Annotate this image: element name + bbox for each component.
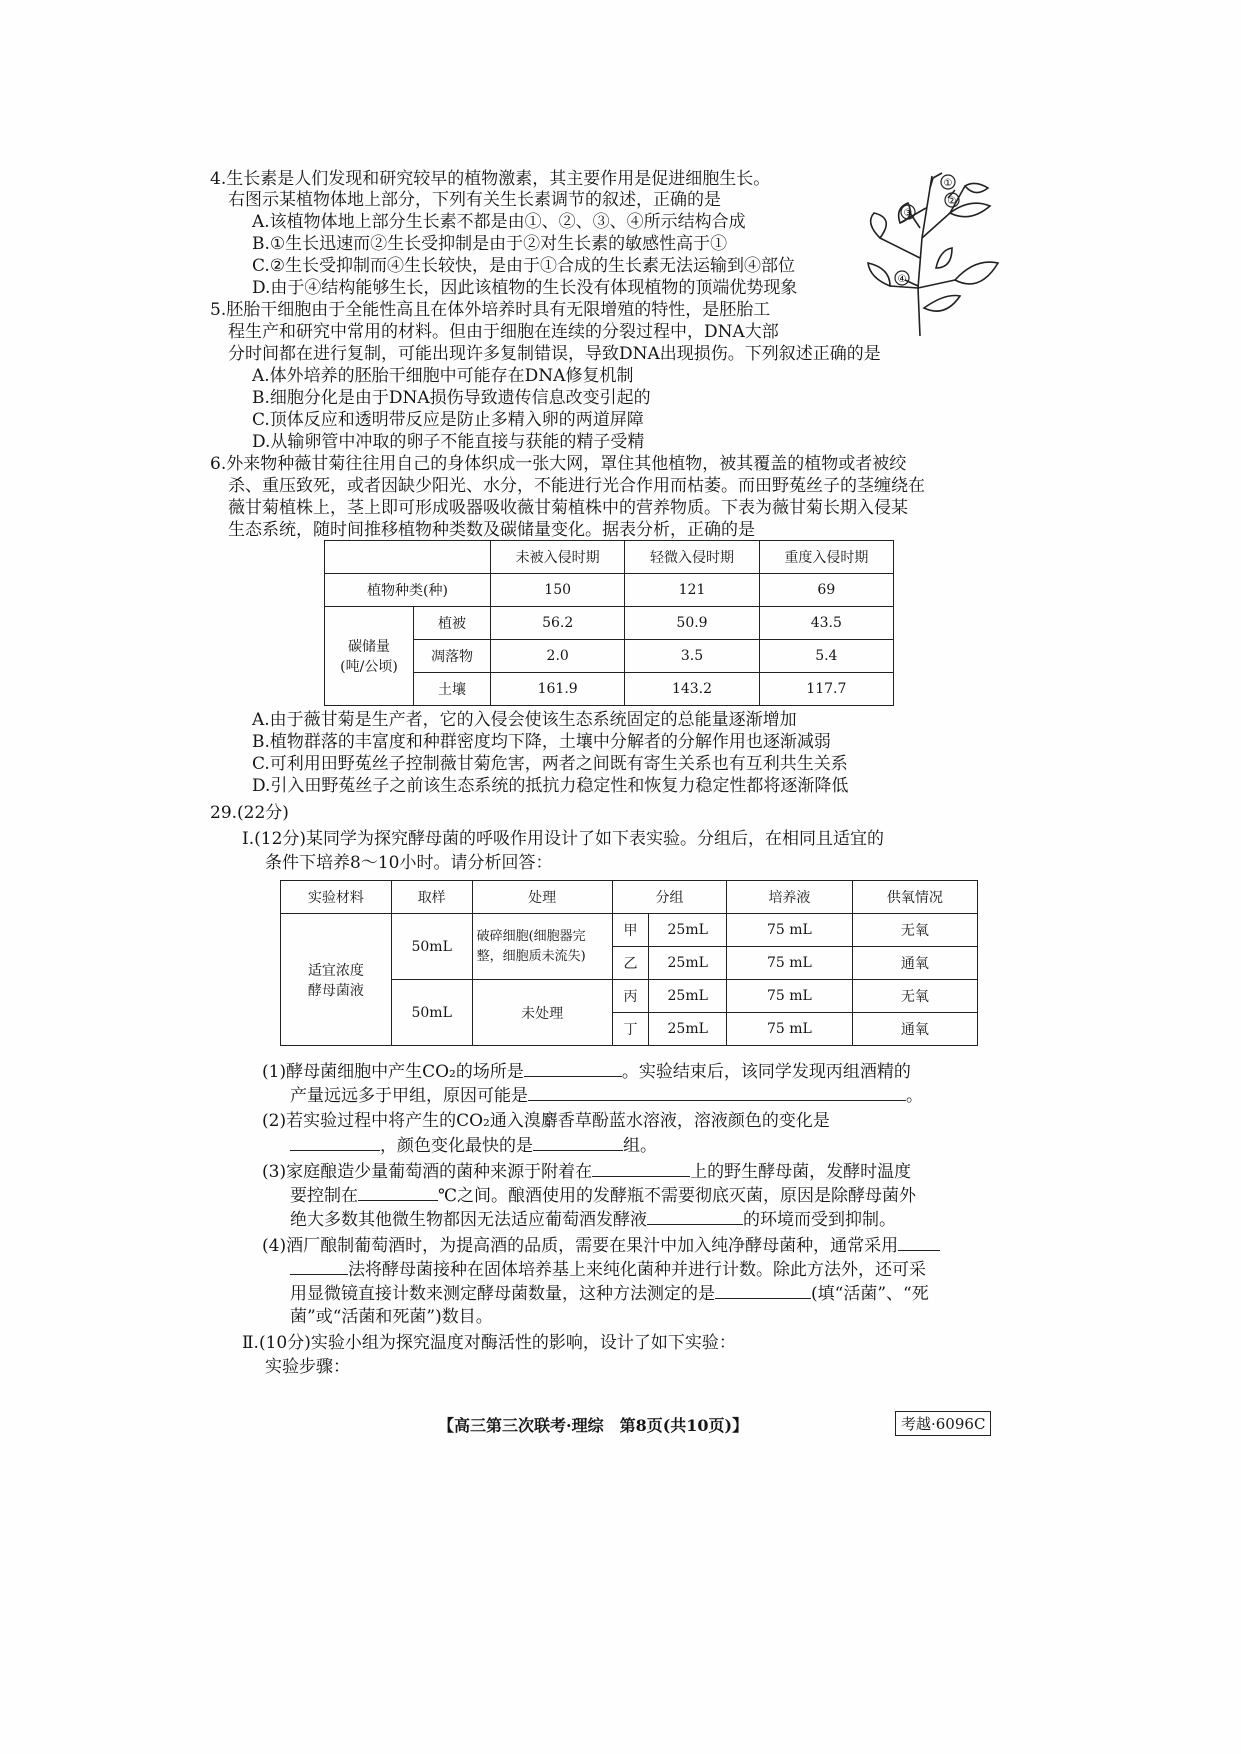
row-header: 凋落物 (414, 640, 491, 673)
group-name: 甲 (612, 914, 649, 947)
label-1: ① (943, 178, 953, 189)
group-name: 丁 (612, 1013, 649, 1046)
q6-option-d[interactable]: D.引入田野菟丝子之前该生态系统的抵抗力稳定性和恢复力稳定性都将逐渐降低 (252, 776, 849, 796)
q5-option-c[interactable]: C.顶体反应和透明带反应是防止多精入卵的两道屏障 (252, 410, 644, 430)
q5-option-d[interactable]: D.从输卵管中冲取的卵子不能直接与获能的精子受精 (252, 432, 645, 452)
sample-cell: 50mL (391, 914, 472, 980)
q4-option-c[interactable]: C.②生长受抑制而④生长较快，是由于①合成的生长素无法运输到④部位 (252, 256, 796, 276)
q29-2-line-2: ，颜色变化最快的是 组。 (290, 1134, 657, 1157)
row-header: 植被 (414, 607, 491, 640)
col-header: 分组 (612, 881, 726, 914)
q29-3-line-2: 要控制在 ℃之间。酿酒使用的发酵瓶不需要彻底灭菌，原因是除酵母菌外 (290, 1186, 917, 1206)
row-header: 植物种类(种) (325, 574, 491, 607)
table-cell: 25mL (649, 947, 727, 980)
table-cell: 25mL (649, 1013, 727, 1046)
q5-stem-3: 分时间都在进行复制，可能出现许多复制错误，导致DNA出现损伤。下列叙述正确的是 (228, 344, 881, 364)
table-cell: 56.2 (491, 607, 625, 640)
answer-blank[interactable] (592, 1160, 690, 1177)
col-header: 实验材料 (281, 881, 392, 914)
q5-option-b[interactable]: B.细胞分化是由于DNA损伤导致遗传信息改变引起的 (252, 388, 651, 408)
q29-2-line-1: (2)若实验过程中将产生的CO₂通入溴麝香草酚蓝水溶液，溶液颜色的变化是 (262, 1111, 830, 1131)
table-cell: 121 (625, 574, 759, 607)
row-header: 土壤 (414, 673, 491, 706)
group-name: 乙 (612, 947, 649, 980)
table-cell: 69 (759, 574, 893, 607)
q6-option-b[interactable]: B.植物群落的丰富度和种群密度均下降，土壤中分解者的分解作用也逐渐减弱 (252, 732, 831, 752)
answer-blank[interactable] (290, 1134, 380, 1151)
q6-option-a[interactable]: A.由于薇甘菊是生产者，它的入侵会使该生态系统固定的总能量逐渐增加 (252, 710, 797, 730)
table-cell: 3.5 (625, 640, 759, 673)
q6-stem-2: 杀、重压致死，或者因缺少阳光、水分，不能进行光合作用而枯萎。而田野菟丝子的茎缠绕在 (228, 476, 925, 496)
q29-1-line-1: (1)酵母菌细胞中产生CO₂的场所是 。实验结束后，该同学发现丙组酒精的 (262, 1062, 911, 1082)
q29-4-line-1: (4)酒厂酿制葡萄酒时，为提高酒的品质，需要在果汁中加入纯净酵母菌种，通常采用 (262, 1234, 940, 1257)
col-header: 供氧情况 (852, 881, 977, 914)
table-cell: 161.9 (491, 673, 625, 706)
q4-stem-1: 4.生长素是人们发现和研究较早的植物激素，其主要作用是促进细胞生长。 (210, 169, 771, 189)
q29-part1-stem-2: 条件下培养8～10小时。请分析回答： (265, 853, 553, 873)
table-cell: 25mL (649, 914, 727, 947)
q6-stem-3: 薇甘菊植株上，茎上即可形成吸器吸收薇甘菊植株中的营养物质。下表为薇甘菊长期入侵某 (228, 498, 908, 518)
table-cell: 无氧 (852, 914, 977, 947)
q4-option-d[interactable]: D.由于④结构能够生长，因此该植物的生长没有体现植物的顶端优势现象 (252, 278, 798, 298)
answer-blank[interactable] (533, 1134, 623, 1151)
answer-blank[interactable] (524, 1060, 622, 1077)
col-header: 轻微入侵时期 (625, 541, 759, 574)
answer-blank[interactable] (290, 1258, 348, 1275)
q5-stem-1: 5.胚胎干细胞由于全能性高且在体外培养时具有无限增殖的特性，是胚胎工 (210, 300, 771, 320)
invasion-table (324, 540, 894, 706)
answer-blank[interactable] (715, 1282, 811, 1299)
plant-figure (860, 168, 1000, 338)
table-cell: 5.4 (759, 640, 893, 673)
sample-cell: 50mL (391, 980, 472, 1046)
exam-code: 考越·6096C (895, 1411, 991, 1436)
table-cell: 无氧 (852, 980, 977, 1013)
label-3: ③ (903, 208, 913, 219)
table-cell: 75 mL (727, 947, 853, 980)
col-header: 取样 (391, 881, 472, 914)
q5-option-a[interactable]: A.体外培养的胚胎干细胞中可能存在DNA修复机制 (252, 366, 634, 386)
table-cell: 通氧 (852, 947, 977, 980)
q6-stem-4: 生态系统，随时间推移植物种类数及碳储量变化。据表分析，正确的是 (228, 520, 755, 540)
table-cell: 25mL (649, 980, 727, 1013)
q5-stem-2: 程生产和研究中常用的材料。但由于细胞在连续的分裂过程中，DNA大部 (228, 322, 779, 342)
q29-3-line-1: (3)家庭酿造少量葡萄酒的菌种来源于附着在 上的野生酵母菌，发酵时温度 (262, 1162, 912, 1182)
q4-option-a[interactable]: A.该植物体地上部分生长素不都是由①、②、③、④所示结构合成 (252, 212, 746, 232)
q29-4-line-3: 用显微镜直接计数来测定酵母菌数量，这种方法测定的是 (填“活菌”、“死 (290, 1284, 929, 1304)
q4-option-b[interactable]: B.①生长迅速而②生长受抑制是由于②对生长素的敏感性高于① (252, 234, 728, 254)
answer-blank[interactable] (358, 1184, 438, 1201)
q6-stem-1: 6.外来物种薇甘菊往往用自己的身体织成一张大网，罩住其他植物，被其覆盖的植物或者被绞 (210, 454, 907, 474)
q4-stem-2: 右图示某植物体地上部分，下列有关生长素调节的叙述，正确的是 (228, 190, 721, 210)
row-group-header: 碳储量 (吨/公顷) (325, 607, 414, 706)
q29-part1-stem-1: Ⅰ.(12分)某同学为探究酵母菌的呼吸作用设计了如下表实验。分组后，在相同且适宜的 (242, 829, 885, 849)
q29-part2-stem: Ⅱ.(10分)实验小组为探究温度对酶活性的影响，设计了如下实验： (242, 1333, 736, 1353)
col-header: 处理 (472, 881, 612, 914)
q29-4-line-4: 菌”或“活菌和死菌”)数目。 (290, 1307, 493, 1327)
label-2: ② (947, 196, 957, 207)
q29-1-line-2: 产量远远多于甲组，原因可能是 。 (290, 1086, 923, 1106)
answer-blank[interactable] (528, 1084, 906, 1101)
q29-part2-steps: 实验步骤： (265, 1357, 350, 1377)
table-cell: 117.7 (759, 673, 893, 706)
treatment-cell: 未处理 (472, 980, 612, 1046)
q6-option-c[interactable]: C.可利用田野菟丝子控制薇甘菊危害，两者之间既有寄生关系也有互利共生关系 (252, 754, 848, 774)
table-cell: 75 mL (727, 980, 853, 1013)
table-cell: 50.9 (625, 607, 759, 640)
table-cell: 75 mL (727, 1013, 853, 1046)
q29-title: 29.(22分) (210, 803, 289, 823)
footer-text: 【高三第三次联考·理综 第8页(共10页)】 (438, 1416, 749, 1435)
label-4: ④ (897, 274, 907, 285)
table-cell: 通氧 (852, 1013, 977, 1046)
answer-blank[interactable] (898, 1234, 940, 1251)
answer-blank[interactable] (647, 1208, 743, 1225)
yeast-table (280, 880, 978, 1046)
group-name: 丙 (612, 980, 649, 1013)
col-header: 未被入侵时期 (491, 541, 625, 574)
q29-4-line-2: 法将酵母菌接种在固体培养基上来纯化菌种并进行计数。除此方法外，还可采 (290, 1258, 926, 1281)
material-cell: 适宜浓度 酵母菌液 (281, 914, 392, 1046)
table-cell: 2.0 (491, 640, 625, 673)
treatment-cell: 破碎细胞(细胞器完整，细胞质未流失) (472, 914, 612, 980)
table-cell: 150 (491, 574, 625, 607)
table-cell: 75 mL (727, 914, 853, 947)
q29-3-line-3: 绝大多数其他微生物都因无法适应葡萄酒发酵液 的环境而受到抑制。 (290, 1210, 896, 1230)
table-cell: 143.2 (625, 673, 759, 706)
col-header: 重度入侵时期 (759, 541, 893, 574)
col-header: 培养液 (727, 881, 853, 914)
table-cell: 43.5 (759, 607, 893, 640)
